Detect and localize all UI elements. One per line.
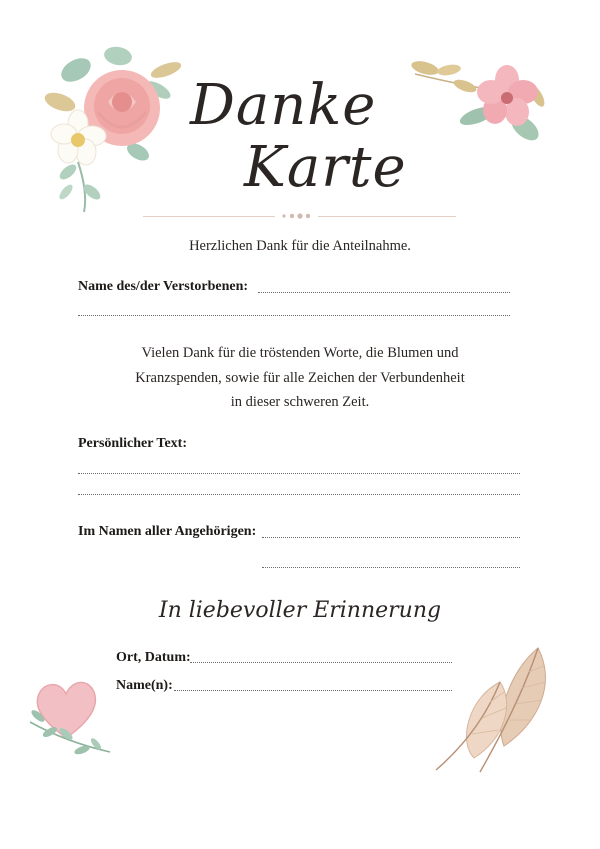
- pink-flower-icon: [405, 56, 555, 156]
- title-line-1: Danke: [190, 73, 377, 138]
- heart-icon: [22, 672, 122, 764]
- divider-dots: [280, 211, 316, 221]
- names-line[interactable]: [174, 690, 452, 691]
- divider-right: [318, 216, 456, 217]
- deceased-line-2[interactable]: [78, 315, 510, 316]
- divider-left: [143, 216, 275, 217]
- relatives-line-2[interactable]: [262, 567, 520, 568]
- message-line-2: Kranzspenden, sowie für alle Zeichen der Verbundenheit: [135, 370, 465, 386]
- personal-text-line-1[interactable]: [78, 473, 520, 474]
- deceased-line-1[interactable]: [258, 292, 510, 293]
- personal-text-line-2[interactable]: [78, 494, 520, 495]
- relatives-line-1[interactable]: [262, 537, 520, 538]
- message-line-3: in dieser schweren Zeit.: [230, 394, 370, 410]
- deceased-label: Name des/der Verstorbenen:: [78, 279, 249, 294]
- names-label: Name(n):: [116, 678, 173, 693]
- memory-heading: In liebevoller Erinnerung: [158, 598, 442, 623]
- personal-text-label: Persönlicher Text:: [78, 436, 188, 451]
- place-date-line[interactable]: [190, 662, 452, 663]
- place-date-label: Ort, Datum:: [116, 650, 191, 665]
- relatives-label: Im Namen aller Angehörigen:: [78, 524, 257, 539]
- feather-icon: [428, 642, 553, 777]
- message-line-1: Vielen Dank für die tröstenden Worte, die Blumen und: [141, 345, 459, 361]
- rose-bouquet-icon: [38, 42, 188, 214]
- title-line-2: Karte: [244, 135, 407, 200]
- subtitle: Herzlichen Dank für die Anteilnahme.: [189, 238, 411, 254]
